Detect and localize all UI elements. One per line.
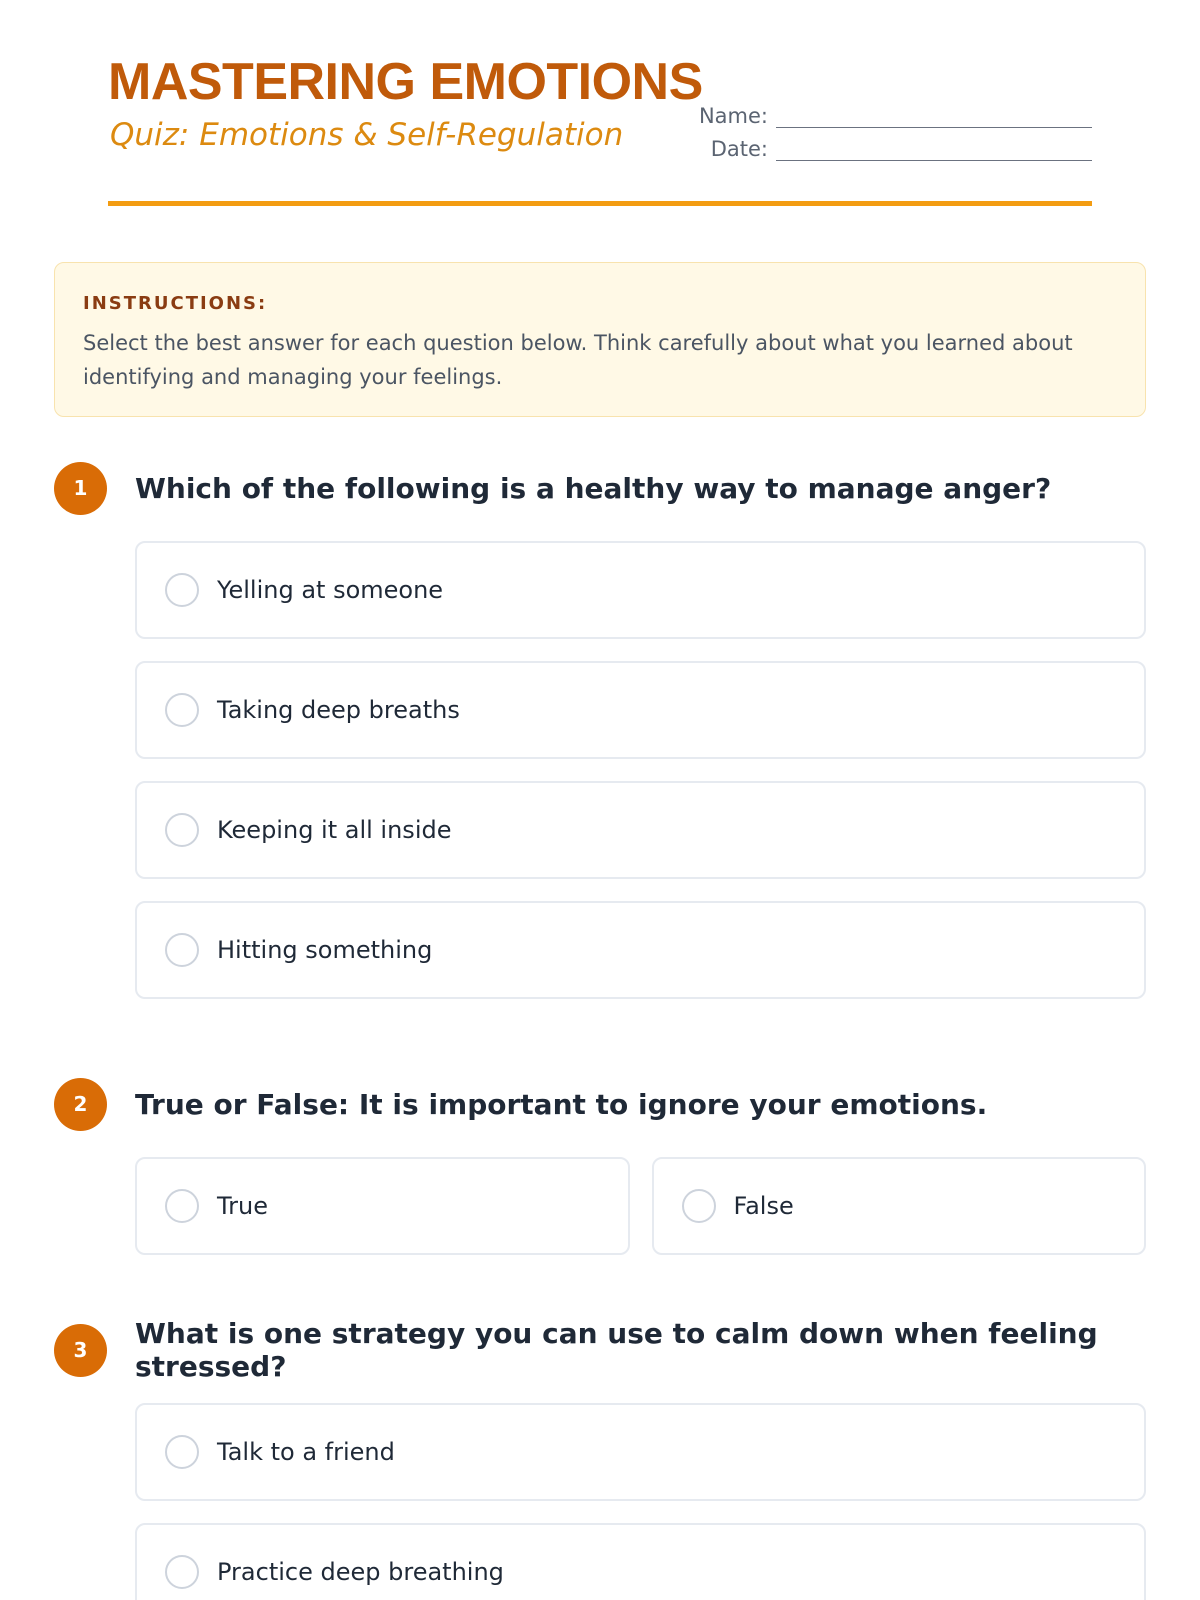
student-info bbox=[699, 95, 1092, 161]
name-row bbox=[699, 95, 1092, 128]
option-label: Practice deep breathing bbox=[217, 1558, 504, 1586]
option-label: Keeping it all inside bbox=[217, 816, 452, 844]
question-number-badge: 3 bbox=[54, 1324, 107, 1377]
radio-button[interactable] bbox=[165, 1435, 199, 1469]
question-header bbox=[54, 1317, 1146, 1383]
question-number-badge: 2 bbox=[54, 1078, 107, 1131]
option-label: True bbox=[217, 1192, 268, 1220]
instructions-box bbox=[54, 262, 1146, 417]
radio-button[interactable] bbox=[165, 1555, 199, 1589]
radio-button[interactable] bbox=[165, 1189, 199, 1223]
question-number-badge: 1 bbox=[54, 462, 107, 515]
option-label: Yelling at someone bbox=[217, 576, 444, 604]
radio-button[interactable] bbox=[165, 813, 199, 847]
question-text: True or False: It is important to ignore your emotions. bbox=[135, 1087, 988, 1121]
answer-options bbox=[135, 1403, 1146, 1600]
question-text: What is one strategy you can use to calm down when feeling stressed? bbox=[135, 1317, 1098, 1383]
instructions-heading: INSTRUCTIONS: bbox=[83, 293, 268, 314]
question-3 bbox=[54, 1317, 1146, 1600]
answer-option-false[interactable] bbox=[652, 1157, 1147, 1255]
radio-button[interactable] bbox=[682, 1189, 716, 1223]
page-subtitle: Quiz: Emotions & Self-Regulation bbox=[110, 117, 624, 153]
date-field[interactable] bbox=[776, 141, 1092, 161]
radio-button[interactable] bbox=[165, 573, 199, 607]
question-text: Which of the following is a healthy way to manage anger? bbox=[135, 471, 1052, 505]
option-label: Talk to a friend bbox=[217, 1438, 395, 1466]
page-title: MASTERING EMOTIONS bbox=[108, 53, 703, 111]
name-field[interactable] bbox=[776, 108, 1092, 128]
answer-option[interactable] bbox=[135, 901, 1146, 999]
answer-option[interactable] bbox=[135, 661, 1146, 759]
question-1 bbox=[54, 461, 1146, 1021]
question-header bbox=[54, 461, 1146, 515]
page-header bbox=[54, 0, 1146, 206]
answer-option[interactable] bbox=[135, 541, 1146, 639]
instructions-text: Select the best answer for each question below. Think carefully about what you learned about identifying and managing your feelings. bbox=[83, 331, 1073, 389]
answer-options bbox=[135, 541, 1146, 999]
answer-option[interactable] bbox=[135, 1523, 1146, 1600]
answer-option-true[interactable] bbox=[135, 1157, 630, 1255]
question-2 bbox=[54, 1077, 1146, 1277]
name-label: Name: bbox=[698, 104, 768, 128]
date-row bbox=[699, 128, 1092, 161]
option-label: Hitting something bbox=[217, 936, 433, 964]
answer-option[interactable] bbox=[135, 781, 1146, 879]
answer-options bbox=[135, 1157, 1146, 1277]
date-label: Date: bbox=[710, 137, 768, 161]
option-label: False bbox=[733, 1192, 794, 1220]
option-label: Taking deep breaths bbox=[217, 696, 460, 724]
answer-option[interactable] bbox=[135, 1403, 1146, 1501]
header-divider bbox=[108, 201, 1092, 206]
question-header bbox=[54, 1077, 1146, 1131]
radio-button[interactable] bbox=[165, 693, 199, 727]
radio-button[interactable] bbox=[165, 933, 199, 967]
